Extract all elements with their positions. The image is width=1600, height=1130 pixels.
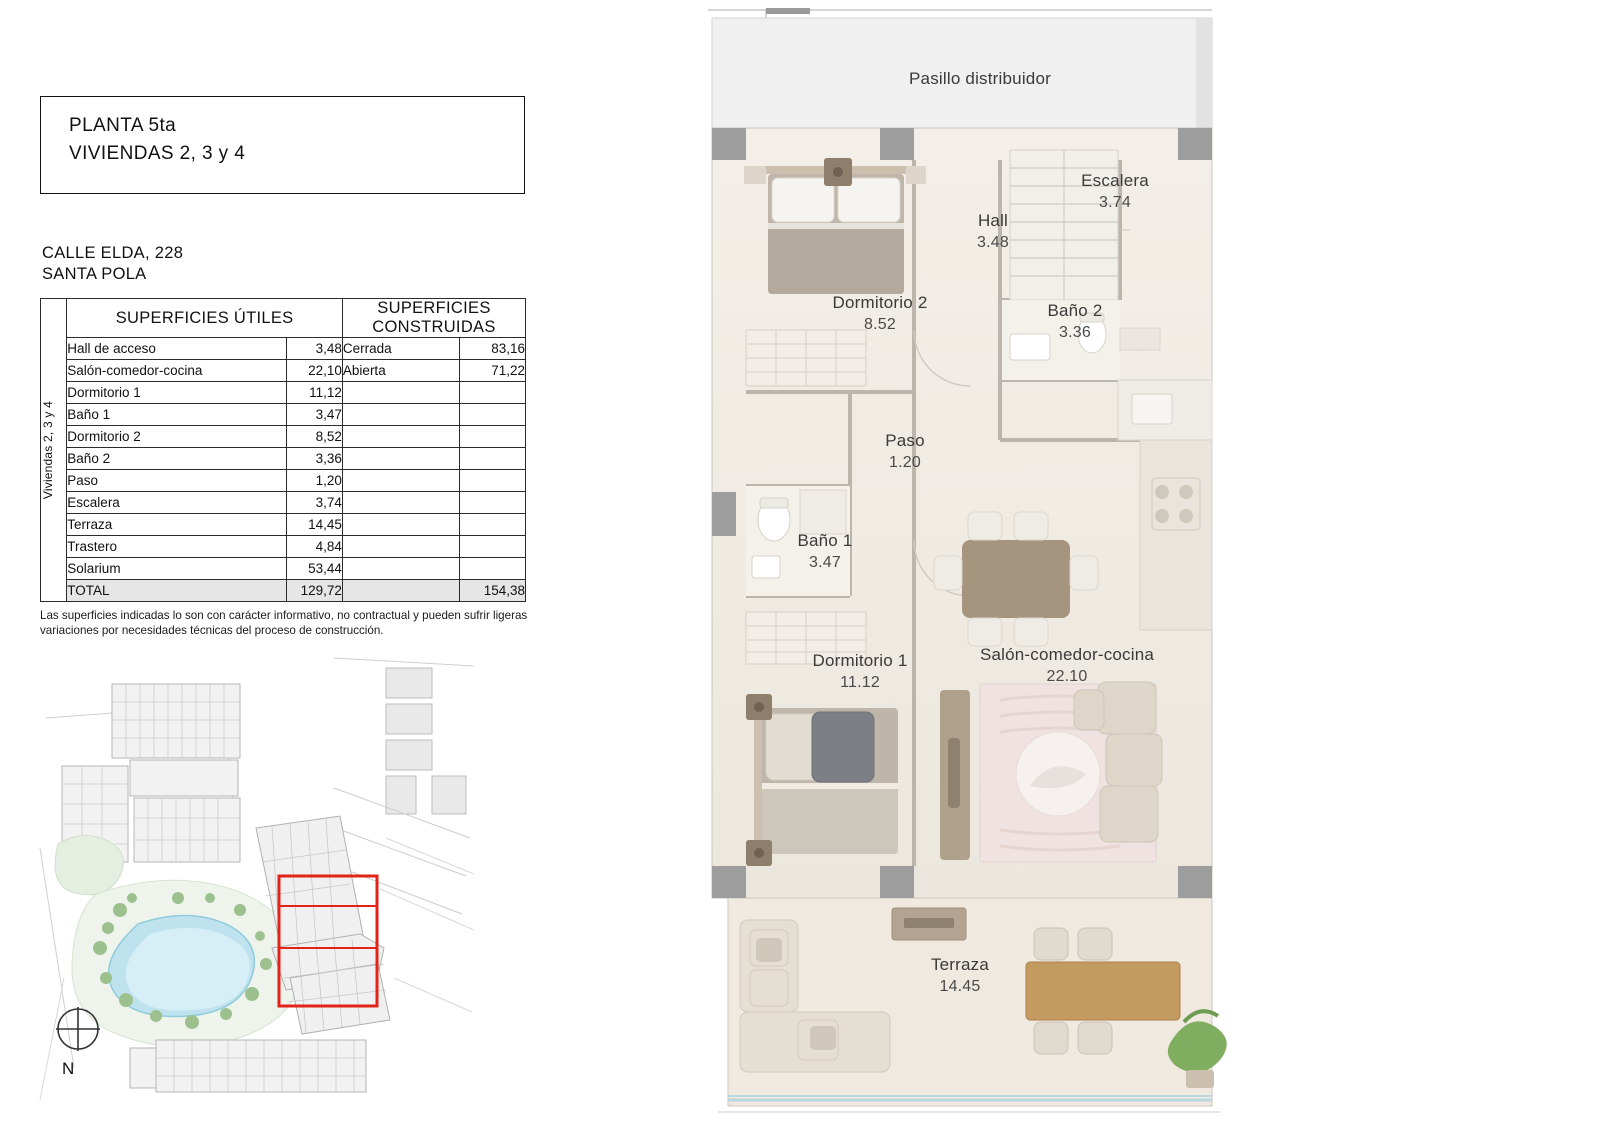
built-value — [459, 426, 525, 448]
useful-value: 53,44 — [287, 558, 343, 580]
room-label-paso: Paso 1.20 — [885, 431, 925, 471]
useful-label: Solarium — [67, 558, 287, 580]
table-row — [41, 492, 526, 514]
address-city: SANTA POLA — [42, 265, 147, 283]
built-label — [342, 426, 459, 448]
built-value: 71,22 — [459, 360, 525, 382]
room-label-pasillo: Pasillo distribuidor — [909, 69, 1051, 88]
useful-value: 1,20 — [287, 470, 343, 492]
table-row — [41, 514, 526, 536]
built-value — [459, 404, 525, 426]
useful-value: 8,52 — [287, 426, 343, 448]
useful-value: 14,45 — [287, 514, 343, 536]
useful-value: 3,36 — [287, 448, 343, 470]
built-value: 83,16 — [459, 338, 525, 360]
plan-title-floor: PLANTA 5ta — [69, 115, 177, 136]
compass-north-label: N — [62, 1059, 75, 1078]
total-built-spacer — [342, 580, 459, 602]
useful-label: Dormitorio 1 — [67, 382, 287, 404]
table-header-row — [41, 299, 526, 338]
built-value — [459, 492, 525, 514]
table-row — [41, 426, 526, 448]
room-label-hall: Hall 3.48 — [977, 211, 1009, 251]
total-useful-value: 129,72 — [287, 580, 343, 602]
table-row — [41, 404, 526, 426]
built-label — [342, 382, 459, 404]
room-label-escalera: Escalera 3.74 — [1081, 171, 1149, 211]
room-label-terraza: Terraza 14.45 — [930, 955, 990, 995]
useful-label: Paso — [67, 470, 287, 492]
useful-label: Dormitorio 2 — [67, 426, 287, 448]
table-row — [41, 536, 526, 558]
built-label — [342, 536, 459, 558]
total-built-value: 154,38 — [459, 580, 525, 602]
table-row — [41, 470, 526, 492]
disclaimer-note: Las superficies indicadas lo son con carácter informativo, no contractual y pueden sufrir ligeras variaciones por necesidades técnicas del proceso de construcción. — [40, 609, 528, 637]
table-row — [41, 360, 526, 382]
useful-value: 4,84 — [287, 536, 343, 558]
info-panel — [0, 0, 660, 1130]
built-value — [459, 558, 525, 580]
room-label-dormitorio-2: Dormitorio 2 8.52 — [832, 293, 928, 333]
built-value — [459, 514, 525, 536]
header-useful: SUPERFICIES ÚTILES — [67, 299, 343, 338]
built-label — [342, 558, 459, 580]
built-value — [459, 536, 525, 558]
room-label-bano-1: Baño 1 3.47 — [797, 531, 853, 571]
useful-label: Trastero — [67, 536, 287, 558]
built-label — [342, 492, 459, 514]
room-label-bano-2: Baño 2 3.36 — [1047, 301, 1103, 341]
header-built: SUPERFICIES CONSTRUIDAS — [342, 299, 525, 338]
useful-label: Baño 2 — [67, 448, 287, 470]
compass-rose — [48, 1005, 118, 1085]
useful-label: Terraza — [67, 514, 287, 536]
useful-value: 22,10 — [287, 360, 343, 382]
surfaces-table-container — [40, 298, 526, 602]
floor-plan — [700, 0, 1260, 1130]
total-label: TOTAL — [67, 580, 287, 602]
row-group-label-cell — [41, 299, 67, 602]
useful-label: Baño 1 — [67, 404, 287, 426]
surfaces-table — [40, 298, 526, 602]
row-group-label: Viviendas 2, 3 y 4 — [41, 400, 55, 500]
built-label — [342, 448, 459, 470]
useful-value: 3,47 — [287, 404, 343, 426]
useful-label: Salón-comedor-cocina — [67, 360, 287, 382]
built-value — [459, 470, 525, 492]
useful-label: Escalera — [67, 492, 287, 514]
room-label-salon-comedor-cocina: Salón-comedor-cocina 22.10 — [979, 645, 1155, 685]
table-total-row — [41, 580, 526, 602]
table-row — [41, 338, 526, 360]
useful-value: 3,74 — [287, 492, 343, 514]
table-row — [41, 558, 526, 580]
plan-title-units: VIVIENDAS 2, 3 y 4 — [69, 143, 246, 164]
room-label-dormitorio-1: Dormitorio 1 11.12 — [812, 651, 908, 691]
built-label — [342, 470, 459, 492]
built-value — [459, 382, 525, 404]
address-block — [42, 243, 183, 285]
address-street: CALLE ELDA, 228 — [42, 244, 184, 262]
useful-value: 11,12 — [287, 382, 343, 404]
useful-label: Hall de acceso — [67, 338, 287, 360]
built-label: Cerrada — [342, 338, 459, 360]
title-box — [40, 96, 525, 194]
table-row — [41, 382, 526, 404]
built-label — [342, 404, 459, 426]
built-label — [342, 514, 459, 536]
built-value — [459, 448, 525, 470]
built-label: Abierta — [342, 360, 459, 382]
table-row — [41, 448, 526, 470]
useful-value: 3,48 — [287, 338, 343, 360]
